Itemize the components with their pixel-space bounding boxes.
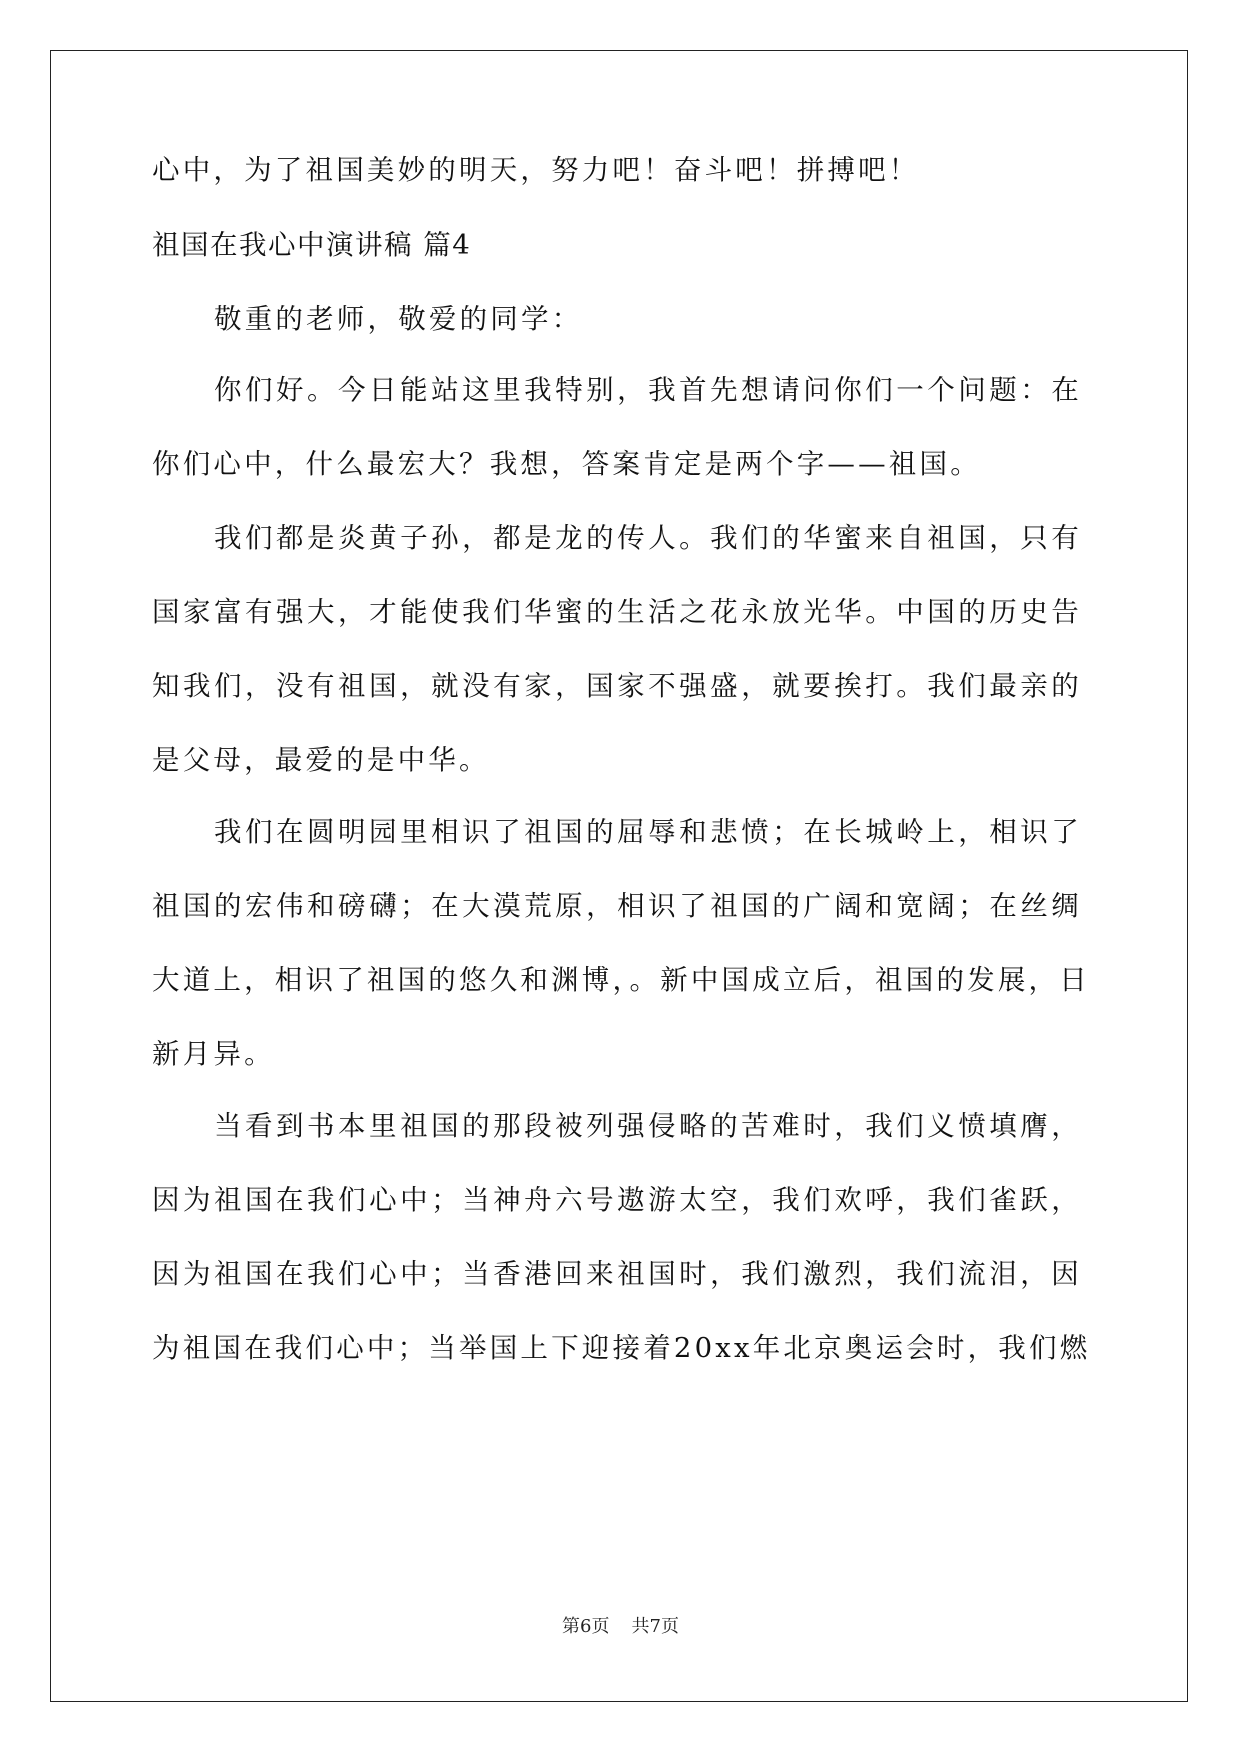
section-heading: 祖国在我心中演讲稿 篇4 bbox=[152, 229, 472, 261]
paragraph-line: 因为祖国在我们心中；当神舟六号遨游太空，我们欢呼，我们雀跃， bbox=[152, 1184, 1082, 1216]
paragraph-line: 为祖国在我们心中；当举国上下迎接着20xx年北京奥运会时，我们燃 bbox=[152, 1332, 1091, 1364]
paragraph-line: 你们好。今日能站这里我特别，我首先想请问你们一个问题：在 bbox=[214, 374, 1082, 406]
page-number: 第6页 bbox=[562, 1616, 610, 1637]
paragraph-line: 心中，为了祖国美妙的明天，努力吧！奋斗吧！拼搏吧！ bbox=[152, 154, 920, 186]
paragraph-line: 大道上，相识了祖国的悠久和渊博，。新中国成立后，祖国的发展，日 bbox=[152, 964, 1090, 996]
paragraph-line: 你们心中，什么最宏大？我想，答案肯定是两个字——祖国。 bbox=[152, 448, 981, 480]
paragraph-line: 是父母，最爱的是中华。 bbox=[152, 744, 490, 776]
paragraph-line: 因为祖国在我们心中；当香港回来祖国时，我们激烈，我们流泪，因 bbox=[152, 1258, 1082, 1290]
paragraph-line: 当看到书本里祖国的那段被列强侵略的苦难时，我们义愤填膺， bbox=[214, 1110, 1082, 1142]
paragraph-line: 我们都是炎黄子孙，都是龙的传人。我们的华蜜来自祖国，只有 bbox=[214, 522, 1082, 554]
page-border bbox=[50, 50, 1188, 1702]
paragraph-line: 我们在圆明园里相识了祖国的屈辱和悲愤；在长城岭上，相识了 bbox=[214, 816, 1082, 848]
paragraph-line: 新月异。 bbox=[152, 1038, 275, 1070]
paragraph-line: 祖国的宏伟和磅礴；在大漠荒原，相识了祖国的广阔和宽阔；在丝绸 bbox=[152, 890, 1082, 922]
salutation-line: 敬重的老师，敬爱的同学： bbox=[214, 303, 583, 335]
page-total: 共7页 bbox=[631, 1616, 679, 1637]
paragraph-line: 知我们，没有祖国，就没有家，国家不强盛，就要挨打。我们最亲的 bbox=[152, 670, 1082, 702]
paragraph-line: 国家富有强大，才能使我们华蜜的生活之花永放光华。中国的历史告 bbox=[152, 596, 1082, 628]
page-footer bbox=[0, 1612, 1241, 1638]
